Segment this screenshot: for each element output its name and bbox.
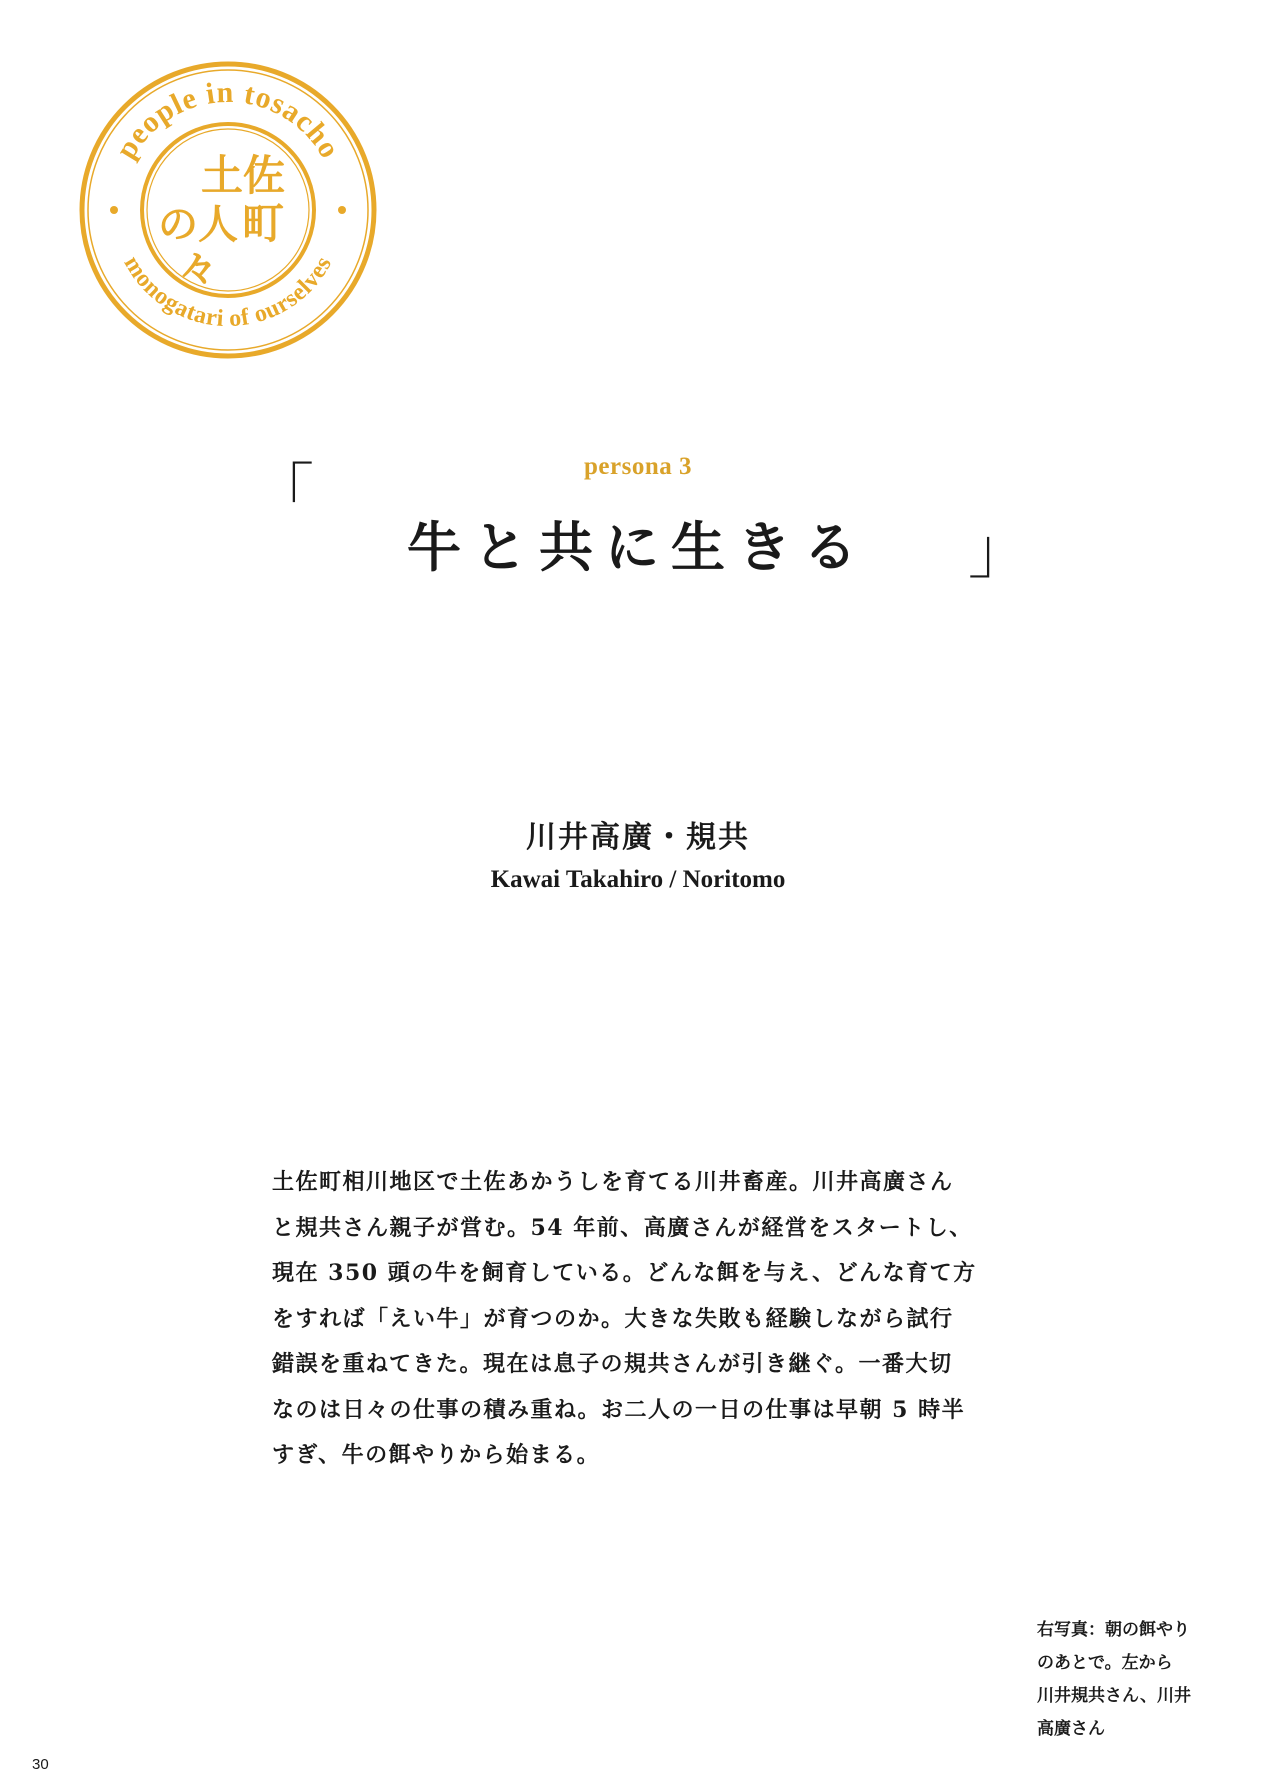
stamp-center-line-3: の人 <box>158 201 238 248</box>
stamp-center-line-2: 町 <box>241 199 285 248</box>
person-name-japanese: 川井高廣・規共 <box>526 820 750 855</box>
body-line: 現在 350 頭の牛を飼育している。どんな餌を与え、どんな育て方 <box>272 1260 977 1286</box>
stamp-dot-left <box>110 206 118 214</box>
stamp-dot-right <box>338 206 346 214</box>
page-title: 牛と共に生きる <box>407 515 869 579</box>
body-line: をすれば「えい牛」が育つのか。大きな失敗も経験しながら試行 <box>272 1305 954 1332</box>
body-paragraph <box>272 1160 1012 1479</box>
caption-line: 川井規共さん、川井 <box>1037 1686 1192 1706</box>
svg-text:monogatari of ourselves <box>119 251 337 332</box>
close-bracket: 」 <box>968 514 1031 587</box>
stamp-center-line-4: 々 <box>178 245 218 292</box>
body-line: と規共さん親子が営む。54 年前、高廣さんが経営をスタートし、 <box>272 1214 973 1241</box>
page-number: 30 <box>32 1756 49 1773</box>
stamp-center-line-1: 土佐 <box>200 151 286 200</box>
caption-line: のあとで。左から <box>1037 1653 1173 1673</box>
photo-caption <box>1037 1614 1237 1746</box>
person-name-romaji: Kawai Takahiro / Noritomo <box>490 866 786 893</box>
stamp-ring-bottom-text: monogatari of ourselves <box>118 251 338 333</box>
caption-line: 高廣さん <box>1037 1719 1105 1739</box>
body-line: 錯誤を重ねてきた。現在は息子の規共さんが引き継ぐ。一番大切 <box>272 1351 953 1377</box>
stamp-logo <box>78 60 378 360</box>
caption-line: 右写真：朝の餌やり <box>1037 1620 1190 1640</box>
persona-label: persona 3 <box>584 453 692 480</box>
body-line: なのは日々の仕事の積み重ね。お二人の一日の仕事は早朝 5 時半 <box>272 1396 966 1423</box>
stamp-ring-top-text: people in tosacho <box>109 75 347 165</box>
body-line: 土佐町相川地区で土佐あかうしを育てる川井畜産。川井高廣さん <box>272 1169 954 1195</box>
open-bracket: 「 <box>252 456 315 529</box>
body-line: すぎ、牛の餌やりから始まる。 <box>272 1442 601 1468</box>
